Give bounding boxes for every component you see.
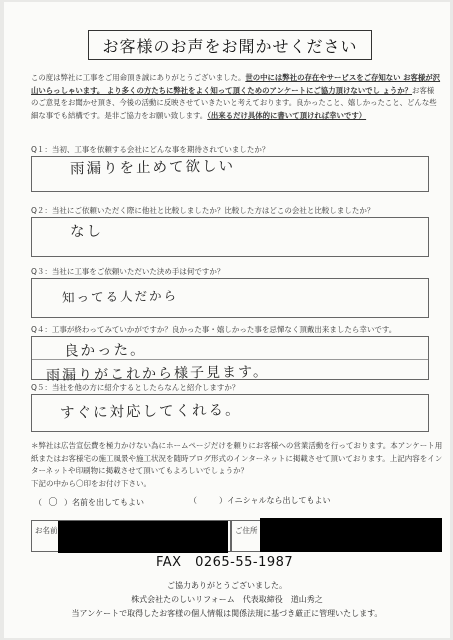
address-redaction (260, 518, 442, 552)
option-name-mark: 〇 (48, 498, 58, 508)
name-redaction (58, 521, 228, 553)
answer-4-line-2: 雨漏りがこれから様子見ます。 (45, 364, 270, 384)
answer-3-text: 知ってる人だから (61, 287, 179, 306)
fax-number: FAX 0265-55-1987 (156, 555, 294, 570)
answer-5-text: すぐに対応してくれる。 (59, 402, 242, 422)
question-3-label: Q３：当社に工事をご依頼いただいた決め手は何ですか？ (31, 267, 225, 276)
option-initial-paren: （ (189, 496, 197, 505)
answer-1-text: 雨漏りを止めて欲しい (69, 158, 236, 178)
intro-thanks: この度は弊社に工事をご用命頂き誠にありがとうございました。 (31, 73, 246, 82)
intro-specific-note: （出来るだけ具体的に書いて頂ければ幸いです） (207, 110, 367, 120)
footer-privacy: 当アンケートで取得したお客様の個人情報は関係法規に基づき厳正に管理いたします。 (71, 609, 383, 618)
survey-sheet (4, 2, 450, 638)
question-1-label: Q１：当初、工事を依頼する会社にどんな事を期待されていましたか？ (31, 145, 270, 154)
intro-text (31, 72, 441, 122)
option-initial-ok[interactable] (189, 495, 331, 506)
footer-thanks: ご協力ありがとうございました。 (167, 581, 287, 590)
intro-body: お客様のご意見をお聞かせ頂き、今後の活動に反映させていきたいと考えております。良かったこと、嬉しかったこと、どんな些細な事でも結構です。是非ご協力をお願い致します。 (31, 85, 437, 120)
question-5-label: Q５：当社を他の方に紹介するとしたらなんと紹介しますか？ (31, 383, 240, 392)
publication-notice-body: ＊弊社は広告宣伝費を極力かけない為にホームページだけを頼りにお客様への営業活動を行っております。本アンケート用紙またはお客様宅の施工風景や施工状況を随時ブログ形式のインターネットに掲載させて頂いております。上記内容をインターネットや印刷物に掲載させて頂いてもよろしいでしょうか？ (31, 441, 443, 475)
name-field-label: お名前 (35, 526, 58, 535)
address-field-label: ご住所 (235, 526, 258, 535)
option-initial-label: ）イニシャルなら出してもよい (219, 496, 331, 505)
intro-request: 世の中には弊社の存在やサービスをご存知ない お客様が沢山いらっしゃいます。 より多くの方たちに弊社をよく知って頂くためのアンケートにご協力頂けないでし ょうか？ (31, 73, 441, 95)
question-4-label: Q４：工事が終わってみていかがですか？良かった事・嬉しかった事を忌憚なく頂戴出来ましたら幸いです。 (31, 325, 397, 334)
question-2-label: Q２：当社にご依頼いただく際に他社と比較しましたか？比較した方はどこの会社と比較しましたか？ (31, 206, 375, 215)
publication-notice (31, 440, 446, 490)
answer-4-line-1: 良かった。 (63, 342, 147, 360)
answer-2-text: なし (69, 223, 104, 241)
option-name-ok[interactable] (34, 495, 144, 508)
publication-notice-instruction: 下記の中から〇印をお付け下さい。 (31, 478, 151, 488)
option-name-paren: （ (34, 498, 42, 507)
option-name-label: ）名前を出してもよい (64, 498, 144, 507)
footer-company: 株式会社たのしいリフォーム 代表取締役 道山秀之 (131, 595, 323, 604)
page-title: お客様のお声をお聞かせください (88, 30, 372, 60)
